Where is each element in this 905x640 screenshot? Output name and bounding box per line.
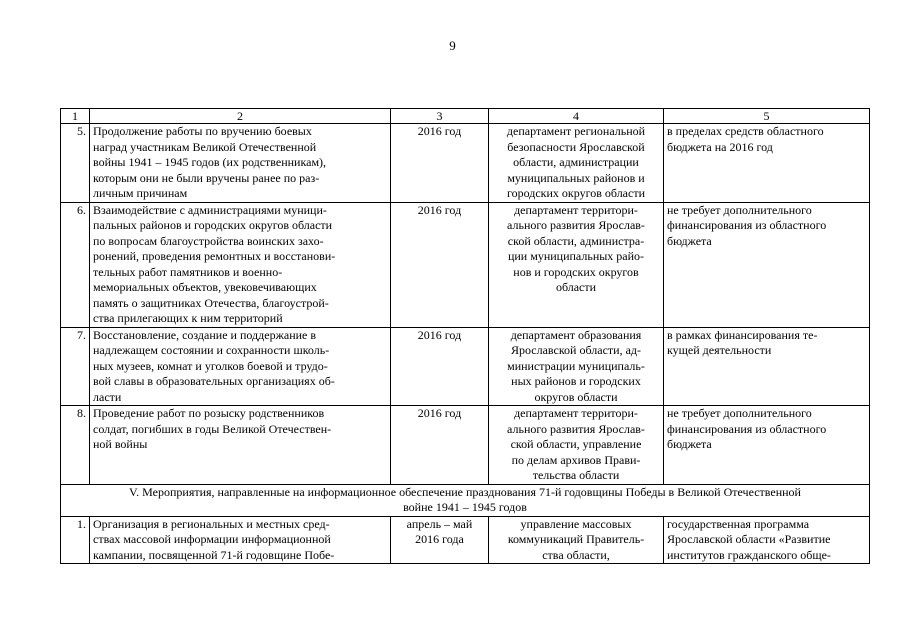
table-header-row (61, 109, 870, 124)
section-heading-line: войне 1941 – 1945 годов (403, 500, 527, 514)
measure-text-line: солдат, погибших в годы Великой Отечествен- (93, 421, 332, 436)
page-number: 9 (449, 38, 456, 53)
responsible-executor-line: департамент региональной (506, 124, 646, 138)
responsible-executor-line: безопасности Ярославской (507, 139, 645, 154)
table-row (61, 516, 870, 564)
responsible-executor-line: области (555, 280, 597, 294)
measure-text-line: ной войны (93, 437, 148, 451)
responsible-executor (489, 406, 664, 485)
row-number (61, 406, 90, 485)
responsible-executor-line: ской области, администра- (507, 233, 645, 248)
funding-source (664, 124, 870, 203)
column-header: 3 (391, 109, 489, 124)
responsible-executor (489, 124, 664, 203)
measure-text (90, 124, 391, 203)
responsible-executor-line: Ярославской области, ад- (510, 343, 642, 357)
responsible-executor-line: министрации муниципаль- (507, 358, 645, 373)
measure-text-line: вой славы в образовательных организациях об- (93, 374, 335, 388)
responsible-executor-line: ных районов и городских (511, 374, 641, 388)
responsible-executor-line: городских округов области (506, 186, 646, 200)
row-number-line: 6. (77, 202, 86, 217)
measure-text (90, 516, 391, 564)
table-row (61, 124, 870, 203)
responsible-executor-line: ального развития Ярослав- (507, 218, 645, 232)
funding-source-line: в пределах средств областного (667, 124, 824, 138)
responsible-executor-line: департамент образования (510, 327, 642, 342)
measure-text-line: Продолжение работы по вручению боевых (93, 124, 312, 138)
responsible-executor-line: по делам архивов Прави- (511, 452, 641, 467)
funding-source-line: кущей деятельности (667, 343, 772, 357)
funding-source-line: бюджета (667, 437, 712, 451)
measure-text-line: ствах массовой информации информационной (93, 532, 331, 546)
funding-source (664, 516, 870, 564)
measure-text-line: которым они не были вручены ранее по раз- (93, 170, 320, 185)
funding-source-line: Ярославской области «Развитие (667, 532, 831, 546)
table-row (61, 202, 870, 327)
deadline (391, 406, 489, 485)
measure-text (90, 327, 391, 406)
responsible-executor-line: области, администрации (513, 155, 639, 169)
plan-table (60, 108, 870, 564)
column-header: 5 (664, 109, 870, 124)
funding-source-line: бюджета на 2016 год (667, 139, 773, 154)
measure-text-line: ласти (93, 389, 122, 404)
funding-source-line: в рамках финансирования те- (667, 327, 818, 342)
responsible-executor-line: нов и городских округов (513, 264, 639, 279)
responsible-executor-line: муниципальных районов и (507, 170, 645, 185)
responsible-executor (489, 516, 664, 564)
measure-text-line: личным причинам (93, 186, 188, 200)
responsible-executor (489, 202, 664, 327)
measure-text-line: войны 1941 – 1945 годов (их родственникам), (93, 155, 327, 169)
deadline-line: 2016 год (417, 327, 462, 342)
table-row (61, 406, 870, 485)
responsible-executor-line: ства области, (542, 547, 610, 562)
measure-text-line: наград участникам Великой Отечественной (93, 139, 317, 154)
measure-text-line: ронений, проведения ремонтных и восстанови- (93, 249, 336, 263)
measure-text-line: тельных работ памятников и военно- (93, 264, 283, 279)
responsible-executor-line: управление массовых (520, 516, 632, 531)
measure-text-line: кампании, посвященной 71-й годовщине Побе- (93, 547, 335, 562)
funding-source-line: институтов гражданского обще- (667, 547, 831, 562)
responsible-executor-line: ской области, управление (510, 437, 642, 451)
measure-text-line: Взаимодействие с администрациями муници- (93, 202, 327, 217)
funding-source-line: финансирования из областного (667, 421, 827, 436)
plan-table-body (61, 109, 870, 564)
measure-text-line: мемориальных объектов, увековечивающих (93, 280, 317, 294)
column-header: 2 (90, 109, 391, 124)
measure-text-line: пальных районов и городских округов области (93, 218, 333, 232)
section-heading (61, 484, 870, 516)
responsible-executor-line: департамент территори- (514, 202, 638, 217)
deadline-line: апрель – май (406, 516, 473, 531)
funding-source (664, 406, 870, 485)
deadline (391, 124, 489, 203)
deadline-line: 2016 год (417, 406, 462, 420)
row-number-line: 7. (77, 327, 86, 342)
measure-text-line: Организация в региональных и местных сред- (93, 516, 330, 531)
funding-source-line: бюджета (667, 233, 712, 248)
funding-source (664, 202, 870, 327)
column-header: 4 (489, 109, 664, 124)
row-number-line: 1. (77, 516, 86, 531)
responsible-executor-line: ального развития Ярослав- (507, 421, 645, 436)
measure-text-line: память о защитниках Отечества, благоустрой- (93, 295, 329, 310)
measure-text (90, 202, 391, 327)
table-row (61, 327, 870, 406)
responsible-executor-line: ции муниципальных райо- (507, 249, 645, 263)
measure-text-line: по вопросам благоустройства воинских захо- (93, 233, 324, 248)
measure-text-line: надлежащем состоянии и сохранности школь- (93, 343, 330, 357)
funding-source-line: государственная программа (667, 516, 810, 531)
responsible-executor-line: тельства области (532, 468, 620, 482)
deadline-line: 2016 год (417, 124, 462, 138)
deadline-line: 2016 года (415, 532, 464, 546)
deadline-line: 2016 год (417, 202, 462, 217)
funding-source-line: не требует дополнительного (667, 406, 812, 420)
measure-text-line: Проведение работ по розыску родственников (93, 406, 325, 420)
row-number (61, 202, 90, 327)
measure-text-line: Восстановление, создание и поддержание в (93, 327, 317, 342)
responsible-executor-line: коммуникаций Правитель- (507, 532, 645, 546)
deadline (391, 327, 489, 406)
section-heading-line: V. Мероприятия, направленные на информационное обеспечение празднования 71-й годовщины Победы в Великой Отечественной (129, 484, 801, 499)
responsible-executor-line: округов области (534, 389, 618, 404)
measure-text-line: ных музеев, комнат и уголков боевой и трудо- (93, 358, 328, 373)
deadline (391, 202, 489, 327)
section-heading-row (61, 484, 870, 516)
row-number (61, 124, 90, 203)
row-number-line: 8. (77, 406, 86, 420)
measure-text-line: ства прилегающих к ним территорий (93, 311, 283, 325)
responsible-executor (489, 327, 664, 406)
responsible-executor-line: департамент территори- (514, 406, 638, 420)
row-number (61, 516, 90, 564)
row-number-line: 5. (77, 124, 86, 138)
funding-source-line: не требует дополнительного (667, 202, 812, 217)
measure-text (90, 406, 391, 485)
funding-source (664, 327, 870, 406)
column-header: 1 (61, 109, 90, 124)
deadline (391, 516, 489, 564)
row-number (61, 327, 90, 406)
funding-source-line: финансирования из областного (667, 218, 827, 232)
